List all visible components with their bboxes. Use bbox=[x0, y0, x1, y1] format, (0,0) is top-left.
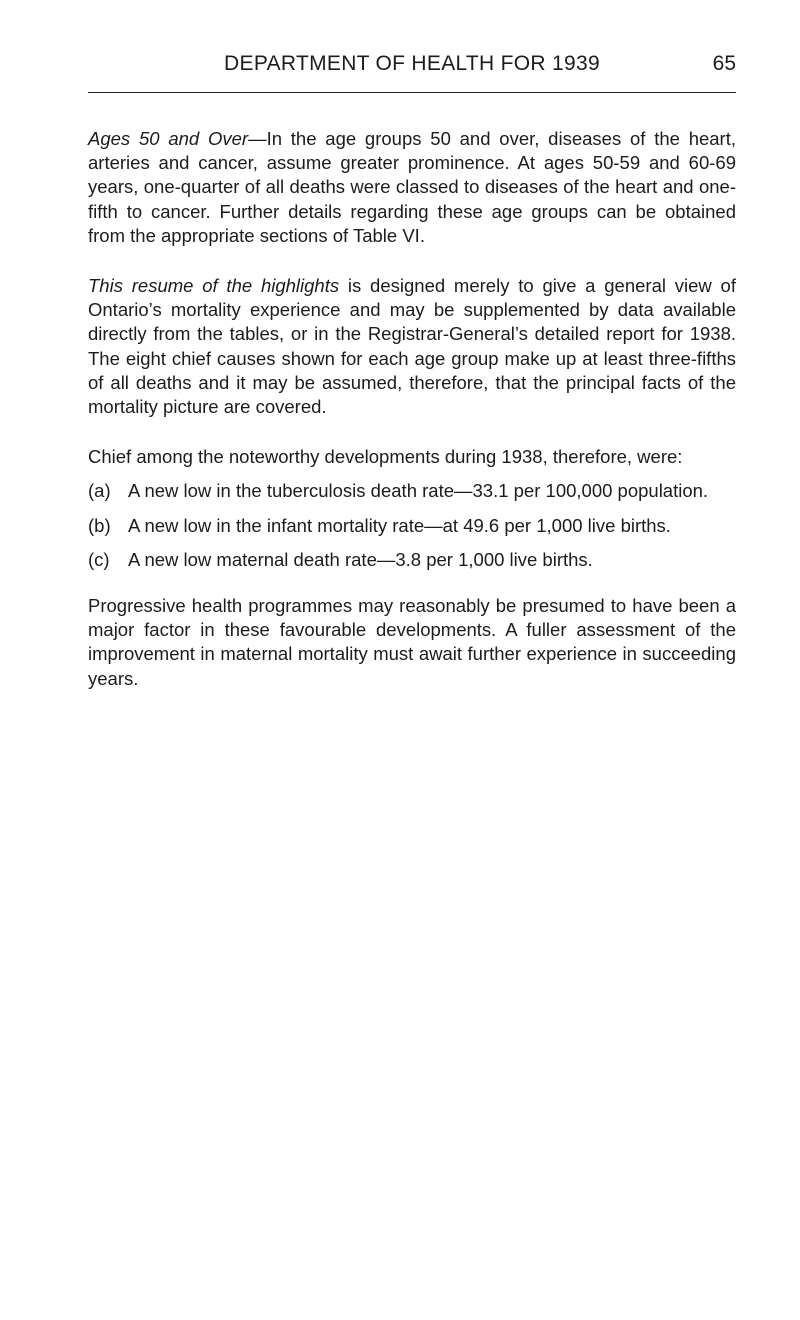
paragraph-closing: Progressive health programmes may reasonably be presumed to have been a major factor in these favourable developments. A fuller assessment of the improvement in maternal mortality must await further experience in succeeding years. bbox=[88, 595, 736, 689]
list-marker: (c) bbox=[88, 548, 110, 570]
list-item bbox=[88, 548, 736, 572]
paragraph-ages-50-over bbox=[88, 127, 736, 248]
paragraph-text: is designed merely to give a general view of Ontario’s mortality experience and may be supplemented by data available directly from the tables, or in the Registrar-General’s detailed report for 1938. The eight chief causes shown for each age group make up at least three-fifths of all deaths and it may be assumed, therefore, that the principal facts of the mortality picture are covered. bbox=[88, 275, 736, 418]
list-item-text: A new low in the tuberculosis death rate—33.1 per 100,000 population. bbox=[128, 480, 709, 502]
running-header bbox=[88, 52, 736, 93]
list-marker: (b) bbox=[88, 514, 111, 536]
paragraph-text: —In the age groups 50 and over, diseases of the heart, arteries and cancer, assume greater prominence. At ages 50-59 and 60-69 years, one-quarter of all deaths were classed to diseases of the heart and one-fifth to cancer. Further details regarding these age groups can be obtained from the appropriate sections of Table VI. bbox=[88, 128, 737, 246]
body-text bbox=[88, 127, 736, 717]
paragraph-chief-developments bbox=[88, 445, 736, 469]
list-marker: (a) bbox=[88, 480, 111, 502]
developments-list bbox=[88, 479, 736, 572]
list-item-text: A new low maternal death rate—3.8 per 1,000 live births. bbox=[128, 548, 593, 570]
list-item bbox=[88, 479, 736, 503]
paragraph-lead: Ages 50 and Over bbox=[88, 128, 249, 149]
paragraph-text: Chief among the noteworthy developments during 1938, therefore, were: bbox=[88, 446, 683, 468]
header-title: DEPARTMENT OF HEALTH FOR 1939 bbox=[224, 52, 600, 75]
paragraph-lead: This resume of the highlights bbox=[88, 275, 340, 297]
list-item bbox=[88, 514, 736, 538]
list-item-text: A new low in the infant mortality rate—at 49.6 per 1,000 live births. bbox=[128, 514, 671, 536]
paragraph-resume bbox=[88, 274, 736, 419]
page-number: 65 bbox=[712, 52, 736, 75]
